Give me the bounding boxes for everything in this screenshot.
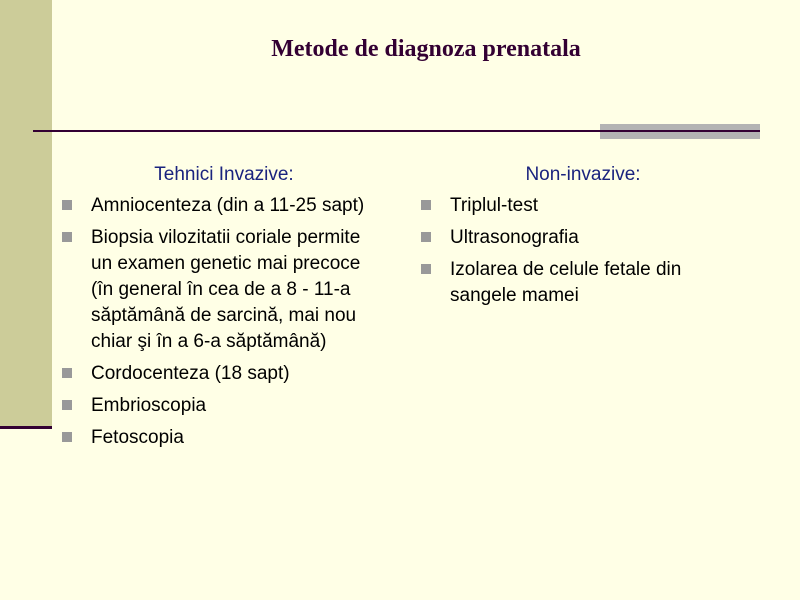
square-bullet-icon bbox=[421, 232, 431, 242]
invasive-list bbox=[62, 193, 386, 451]
list-item-text: Amniocenteza (din a 11-25 sapt) bbox=[91, 195, 365, 216]
list-item-text: Izolarea de celule fetale din sangele mamei bbox=[450, 259, 682, 306]
list-item bbox=[62, 193, 386, 219]
square-bullet-icon bbox=[62, 232, 72, 242]
square-bullet-icon bbox=[62, 200, 72, 210]
title-divider bbox=[33, 130, 603, 132]
list-item bbox=[62, 393, 386, 419]
invasive-heading: Tehnici Invazive: bbox=[154, 164, 294, 185]
list-item bbox=[421, 225, 745, 251]
list-item bbox=[62, 225, 386, 355]
list-item-text: Fetoscopia bbox=[91, 427, 184, 448]
list-item bbox=[421, 257, 745, 309]
invasive-column bbox=[62, 162, 386, 457]
list-item bbox=[421, 193, 745, 219]
left-accent-bar bbox=[0, 0, 52, 426]
list-item-text: Ultrasonografia bbox=[450, 227, 579, 248]
square-bullet-icon bbox=[421, 200, 431, 210]
list-item-text: Triplul-test bbox=[450, 195, 538, 216]
noninvasive-heading: Non-invazive: bbox=[525, 164, 641, 185]
noninvasive-column bbox=[421, 162, 745, 315]
noninvasive-list bbox=[421, 193, 745, 309]
list-item-text: Biopsia vilozitatii coriale permite un examen genetic mai precoce (în general în cea de a 8 - 11-a săptămână de sarcină, mai nou chiar şi în a 6-a săptămână) bbox=[91, 227, 361, 352]
list-item bbox=[62, 425, 386, 451]
slide-title: Metode de diagnoza prenatala bbox=[271, 36, 581, 62]
square-bullet-icon bbox=[62, 368, 72, 378]
list-item-text: Cordocenteza (18 sapt) bbox=[91, 363, 290, 384]
left-accent-divider bbox=[0, 426, 52, 429]
list-item bbox=[62, 361, 386, 387]
square-bullet-icon bbox=[421, 264, 431, 274]
title-divider-accent-line bbox=[600, 130, 760, 132]
square-bullet-icon bbox=[62, 432, 72, 442]
square-bullet-icon bbox=[62, 400, 72, 410]
list-item-text: Embrioscopia bbox=[91, 395, 207, 416]
